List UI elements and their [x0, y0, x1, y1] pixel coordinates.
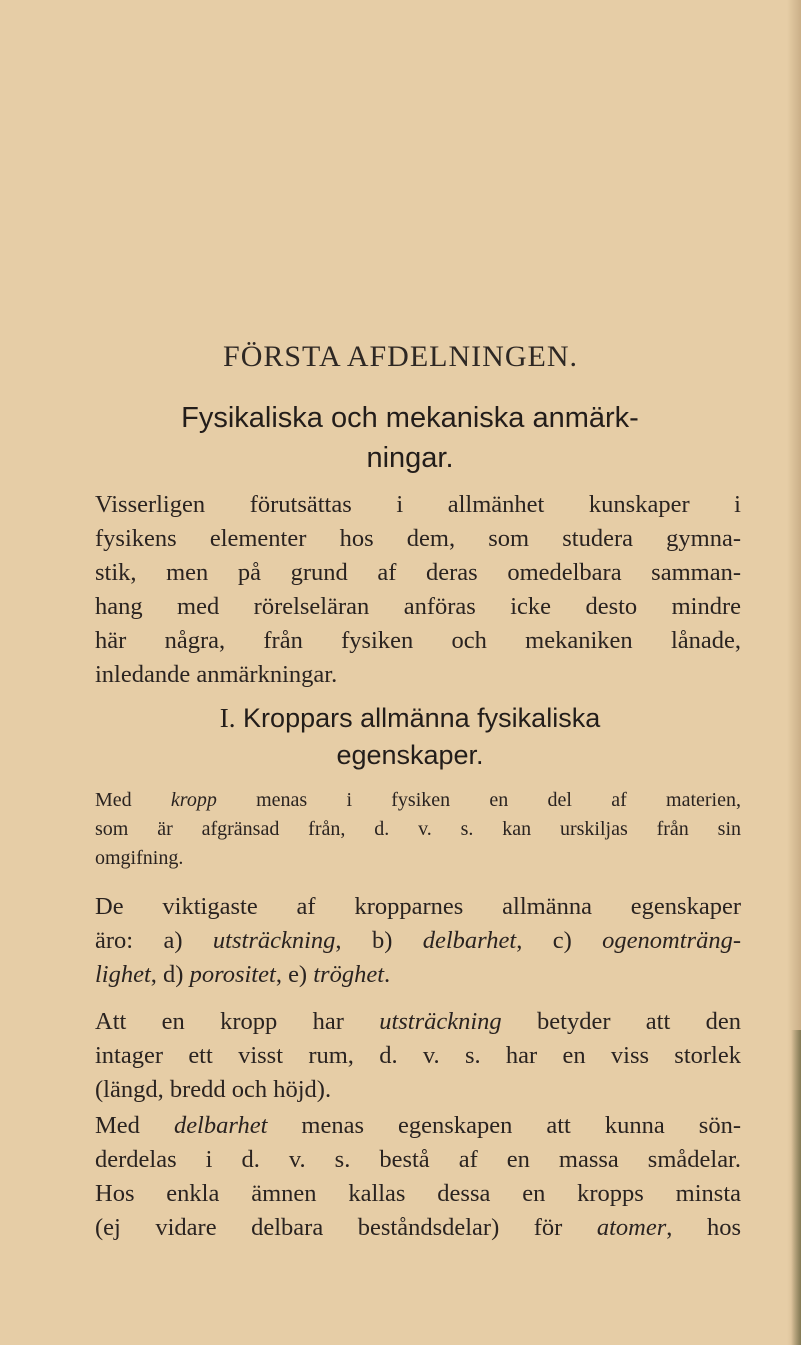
- properties-paragraph: [95, 890, 741, 992]
- section-title-line1: [100, 700, 720, 737]
- text-run: menas egenskapen att kunna sön-: [267, 1112, 741, 1139]
- term-porositet: porositet: [189, 961, 276, 988]
- intro-line: stik, men på grund af deras omedelbara samman-: [95, 559, 741, 586]
- divisibility-line: derdelas i d. v. s. bestå af en massa smådelar.: [95, 1146, 741, 1173]
- text-run: , b): [335, 927, 423, 954]
- definition-line: [95, 786, 741, 815]
- intro-paragraph: [95, 488, 741, 692]
- text-run: menas i fysiken en del af materien,: [216, 789, 741, 811]
- page-edge-stain: [791, 1030, 801, 1345]
- divisibility-line: [95, 1211, 741, 1245]
- chapter-title-line2: ningar.: [366, 442, 454, 474]
- definition-line: som är afgränsad från, d. v. s. kan urskiljas från sin: [95, 818, 741, 840]
- properties-line: [95, 958, 741, 992]
- properties-line: [95, 924, 741, 958]
- term-atomer: atomer: [596, 1214, 667, 1241]
- term-ogenomtranglighet-cont: lighet: [95, 961, 151, 988]
- text-run: betyder att den: [501, 1008, 741, 1035]
- extension-line: intager ett visst rum, d. v. s. har en viss storlek: [95, 1042, 741, 1069]
- section-title: [100, 700, 720, 774]
- definition-line: omgifning.: [95, 847, 184, 869]
- intro-line: här några, från fysiken och mekaniken lånade,: [95, 627, 741, 654]
- term-delbarhet: delbarhet: [422, 927, 517, 954]
- text-run: , c): [516, 927, 603, 954]
- extension-line: [95, 1005, 741, 1039]
- text-run: , d): [150, 961, 190, 988]
- term-delbarhet-2: delbarhet: [173, 1112, 268, 1139]
- text-run: Med: [95, 789, 171, 811]
- intro-line: inledande anmärkningar.: [95, 661, 338, 688]
- divisibility-line: [95, 1109, 741, 1143]
- term-utstrackning-2: utsträckning: [379, 1008, 502, 1035]
- text-run: Med: [95, 1112, 174, 1139]
- properties-line: De viktigaste af kropparnes allmänna egenskaper: [95, 893, 741, 920]
- section-title-text: Kroppars allmänna fysikaliska: [243, 703, 601, 733]
- chapter-title-line1: Fysikaliska och mekaniska anmärk-: [181, 402, 639, 434]
- intro-line: hang med rörelseläran anföras icke desto mindre: [95, 593, 741, 620]
- text-run: .: [384, 961, 391, 988]
- extension-line: (längd, bredd och höjd).: [95, 1076, 332, 1103]
- definition-paragraph: [95, 786, 741, 873]
- part-title: FÖRSTA AFDELNINGEN.: [223, 340, 578, 373]
- intro-line: Visserligen förutsättas i allmänhet kunskaper i: [95, 491, 741, 518]
- divisibility-paragraph: [95, 1109, 741, 1245]
- term-utstrackning: utsträckning: [212, 927, 336, 954]
- section-number: I.: [219, 703, 236, 733]
- term-kropp: kropp: [170, 789, 217, 811]
- intro-line: fysikens elementer hos dem, som studera gymna-: [95, 525, 741, 552]
- text-run: , e): [275, 961, 314, 988]
- extension-paragraph: [95, 1005, 741, 1107]
- text-run: (ej vidare delbara beståndsdelar) för: [95, 1214, 597, 1241]
- text-run: Att en kropp har: [95, 1008, 380, 1035]
- section-title-line2: egenskaper.: [336, 740, 484, 770]
- term-ogenomtranglighet: ogenomträng-: [602, 927, 741, 954]
- text-run: , hos: [666, 1214, 741, 1241]
- text-run: äro: a): [95, 927, 213, 954]
- chapter-title: [100, 398, 720, 478]
- term-troghet: tröghet: [313, 961, 385, 988]
- divisibility-line: Hos enkla ämnen kallas dessa en kropps minsta: [95, 1180, 741, 1207]
